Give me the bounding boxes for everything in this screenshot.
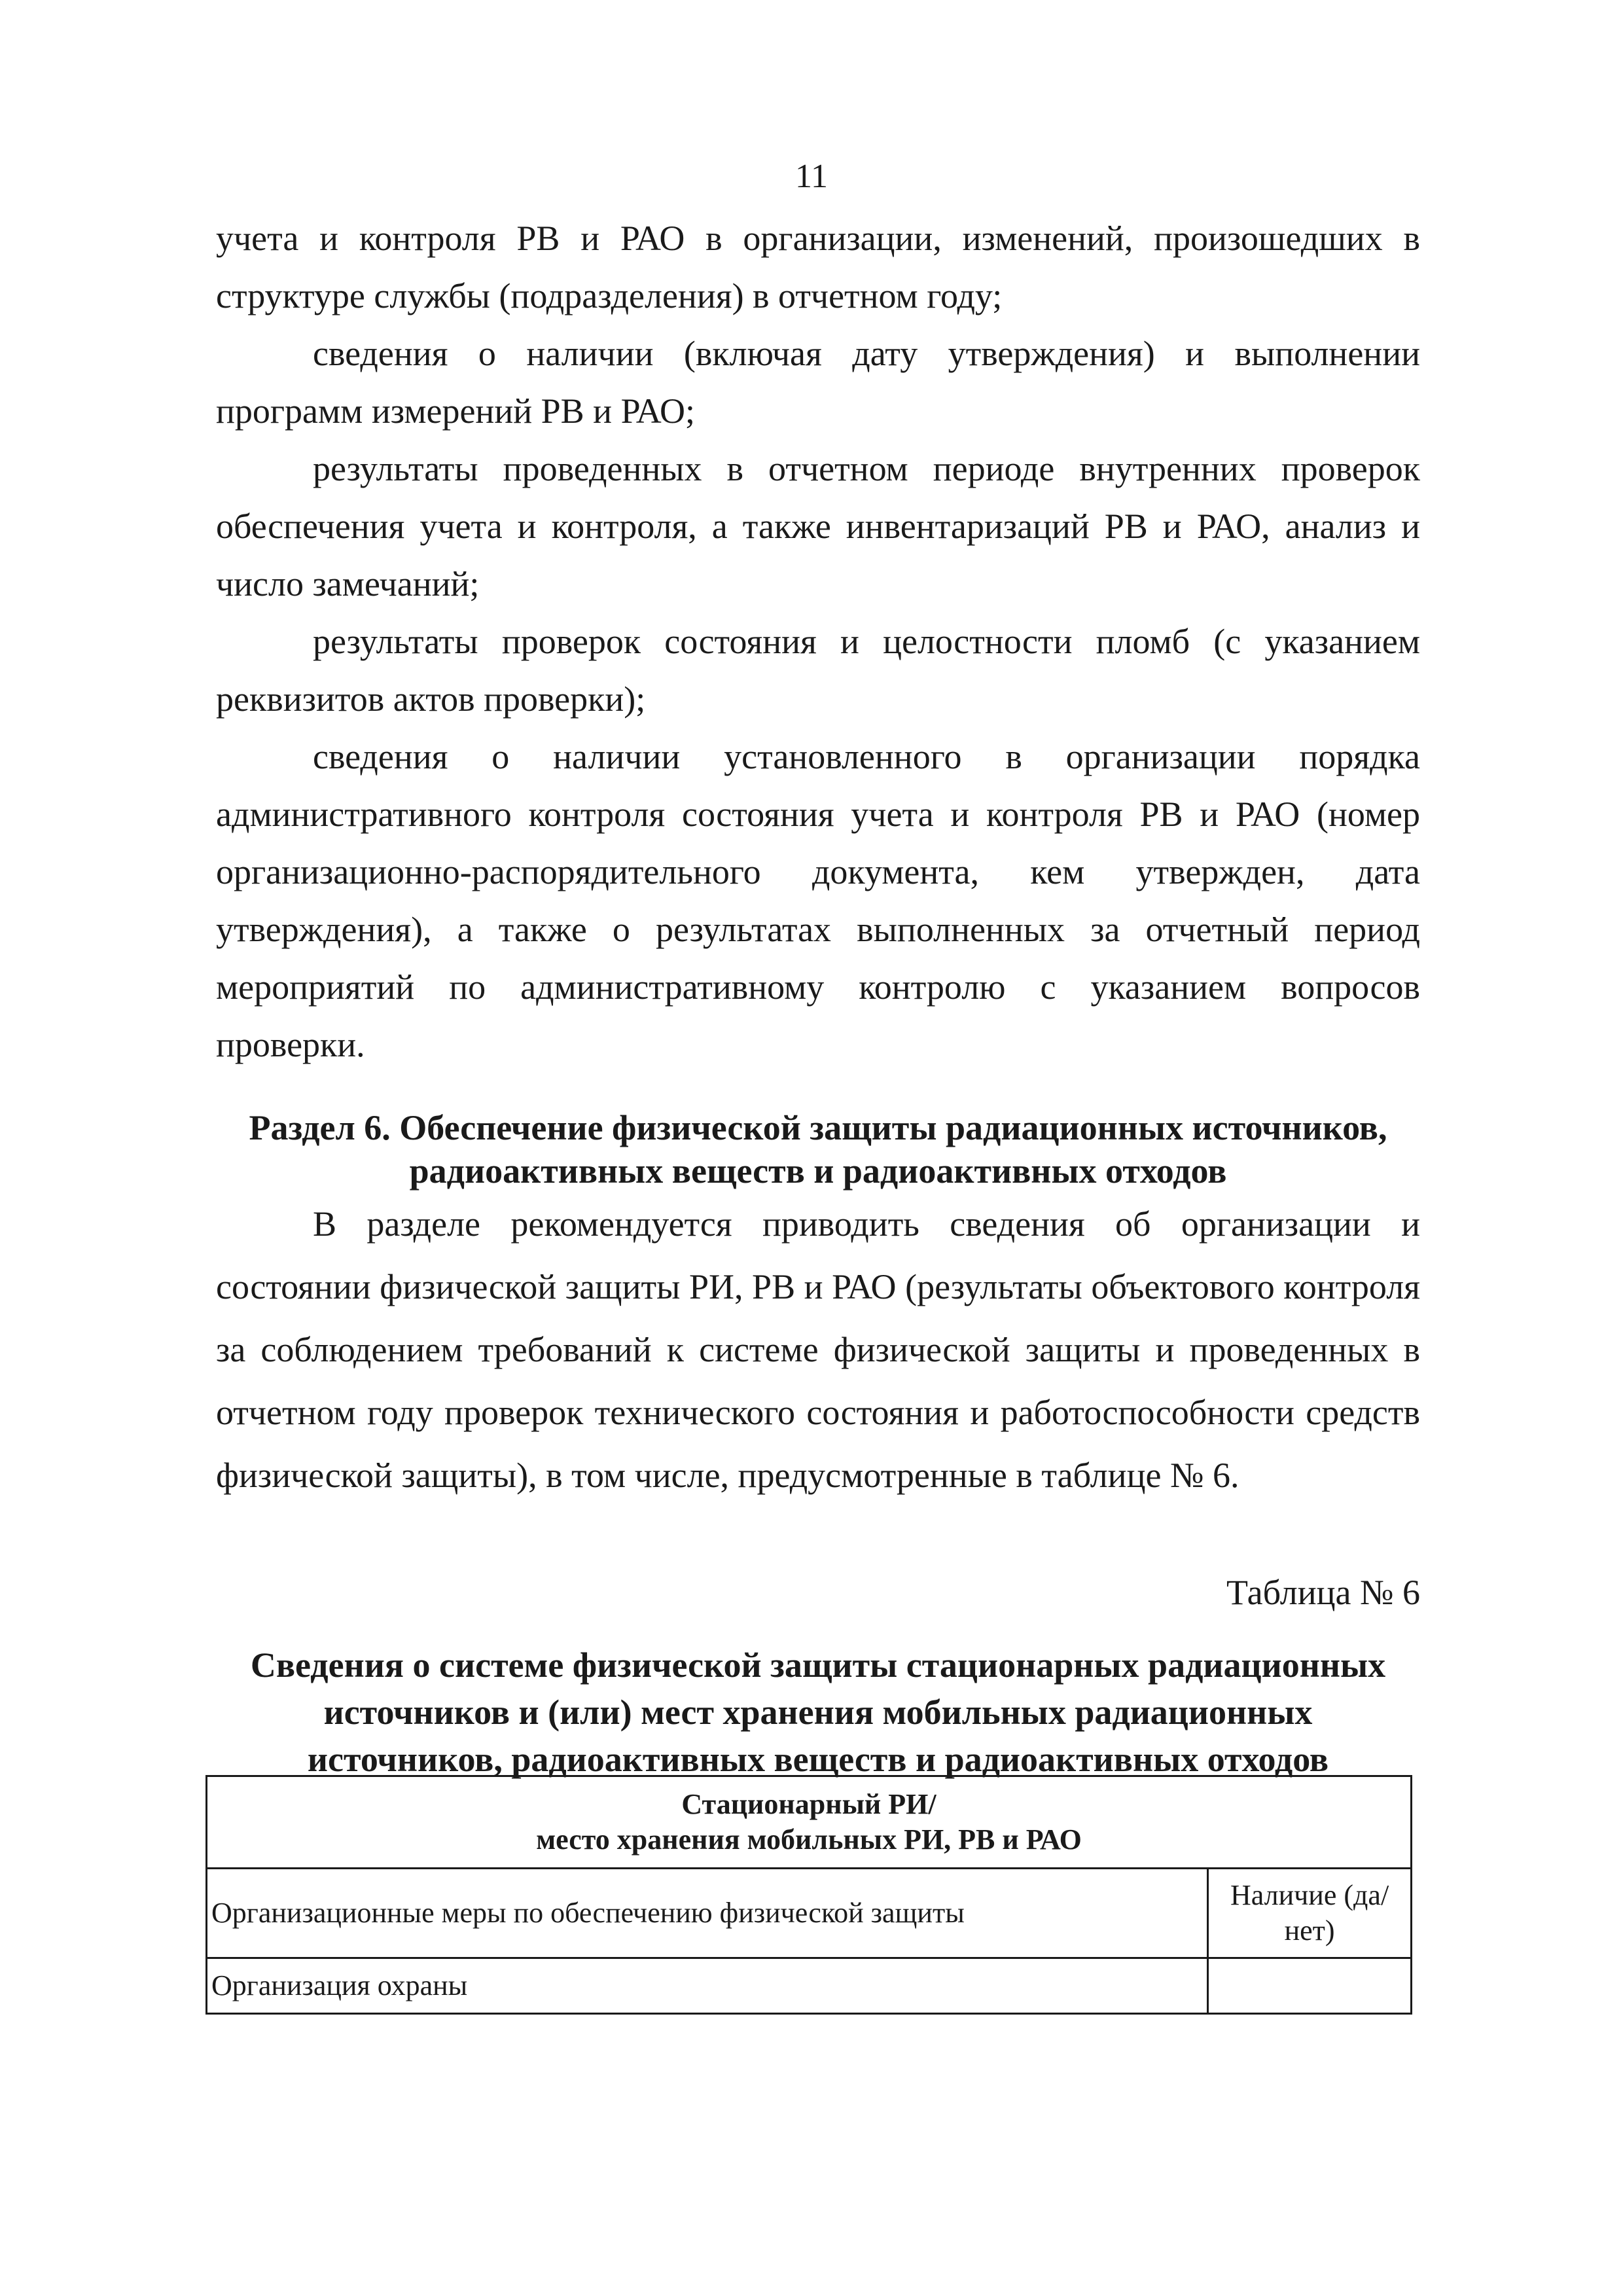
paragraph-continuation: учета и контроля РВ и РАО в организации, изменений, произошедших в структуре службы (подразделения) в отчетном году; xyxy=(216,219,1420,315)
body-text-part2 xyxy=(216,1193,1420,1507)
physical-protection-table xyxy=(205,1775,1412,2015)
table-label: Таблица № 6 xyxy=(1226,1573,1420,1612)
table-header-cell xyxy=(207,1776,1412,1869)
section-paragraph: В разделе рекомендуется приводить сведения об организации и состоянии физической защиты РИ, РВ и РАО (результаты объектового контроля за соблюдением требований к системе физической защиты и проведенных в отчетном году проверок технического состояния и работоспособности средств физической защиты), в том числе, предусмотренные в таблице № 6. xyxy=(216,1204,1420,1495)
table-row xyxy=(207,1869,1412,1958)
page-number: 11 xyxy=(794,158,829,195)
table-header-line2: место хранения мобильных РИ, РВ и РАО xyxy=(536,1823,1082,1856)
section-heading xyxy=(216,1106,1420,1193)
paragraph-measurement-programs: сведения о наличии (включая дату утверждения) и выполнении программ измерений РВ и РАО; xyxy=(216,334,1420,431)
body-text-part1 xyxy=(216,209,1420,1073)
table-header-row xyxy=(207,1776,1412,1869)
table-title-line1: Сведения о системе физической защиты стационарных радиационных xyxy=(250,1645,1386,1685)
table-header-line1: Стационарный РИ/ xyxy=(681,1788,936,1820)
section-heading-line1: Раздел 6. Обеспечение физической защиты радиационных источников, xyxy=(249,1108,1387,1147)
paragraph-internal-checks: результаты проведенных в отчетном периоде внутренних проверок обеспечения учета и контроля, а также инвентаризаций РВ и РАО, анализ и число замечаний; xyxy=(216,449,1420,603)
paragraph-seal-checks: результаты проверок состояния и целостности пломб (с указанием реквизитов актов проверки); xyxy=(216,622,1420,719)
table-cell-measure: Организационные меры по обеспечению физической защиты xyxy=(207,1869,1208,1958)
table-cell-availability xyxy=(1208,1958,1412,2014)
table-cell-measure: Организация охраны xyxy=(207,1958,1208,2014)
table-title-line2: источников и (или) мест хранения мобильных радиационных xyxy=(323,1693,1313,1732)
paragraph-administrative-control: сведения о наличии установленного в организации порядка административного контроля состояния учета и контроля РВ и РАО (номер организационно-распорядительного документа, кем утвержден, дата утверждения), а также о результатах выполненных за отчетный период мероприятий по административному контролю с указанием вопросов проверки. xyxy=(216,737,1420,1064)
table-cell-availability: Наличие (да/нет) xyxy=(1208,1869,1412,1958)
table-row xyxy=(207,1958,1412,2014)
table-title-line3: источников, радиоактивных веществ и радиоактивных отходов xyxy=(307,1740,1329,1779)
section-heading-line2: радиоактивных веществ и радиоактивных отходов xyxy=(409,1151,1227,1191)
table-title xyxy=(216,1641,1420,1783)
